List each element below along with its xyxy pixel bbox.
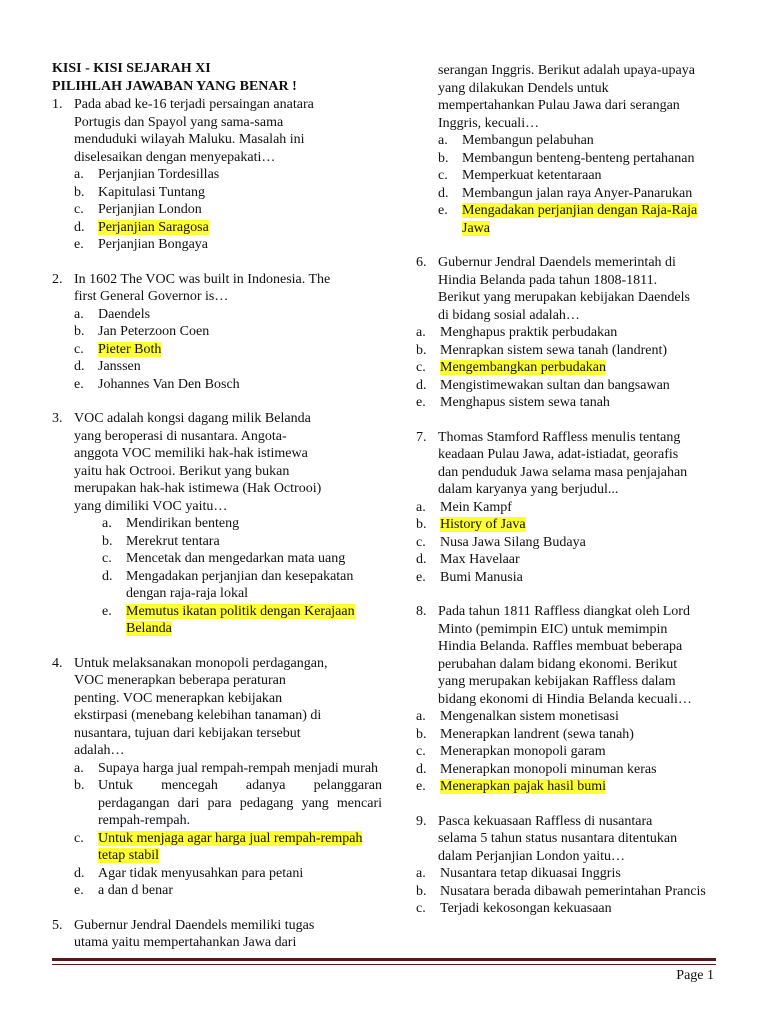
option-e-answer: e. Menerapkan pajak hasil bumi [416,779,607,794]
question-text: serangan Inggris. Berikut adalah upaya-upaya yang dilakukan Dendels untuk mempertahankan Pulau Jawa dari serangan Inggris, kecuali… [438,63,695,131]
question-text: In 1602 The VOC was built in Indonesia. The first General Governor is… [74,271,331,304]
option-e: e. Bumi Manusia [416,569,523,585]
option-c-answer: c. Untuk menjaga agar harga jual rempah-rempah tetap stabil [74,830,363,863]
footer-rule-thin [52,964,716,965]
option-b: b. Untuk mencegah adanya pelanggaran perdagangan dari para pedagang yang mencari rempah-rempah. [74,778,382,828]
option-e-answer: e. Memutus ikatan politik dengan Kerajaan Belanda [102,603,355,636]
option-b: b. Nusatara berada dibawah pemerintahan Prancis [416,883,706,899]
option-a: a. Mendirikan benteng [102,516,240,531]
option-e: e. Menghapus sistem sewa tanah [416,395,610,410]
question-number: 3. [52,411,63,426]
instruction: PILIHLAH JAWABAN YANG BENAR ! [52,79,297,94]
option-c: c. Perjanjian London [74,202,202,217]
option-c-answer: c. Pieter Both [74,341,162,357]
question-9 [416,813,716,918]
option-a: a. Mein Kampf [416,499,512,515]
question-3 [52,410,382,638]
page-number: Page 1 [676,968,714,983]
question-text: Untuk melaksanakan monopoli perdagangan, VOC menerapkan beberapa peraturan penting. VOC menerapkan kebijakan ekstirpasi (menebang kelebihan tanaman) di nusantara, tujuan dari kebijakan tersebut adalah… [74,655,328,758]
question-number: 9. [416,813,427,829]
option-c: c. Memperkuat ketentaraan [438,168,602,183]
option-c: c. Nusa Jawa Silang Budaya [416,534,586,550]
option-b: b. Menerapkan landrent (sewa tanah) [416,726,634,742]
option-d: d. Max Havelaar [416,552,520,567]
option-d: d. Membangun jalan raya Anyer-Panarukan [438,185,693,201]
option-e: e. a dan d benar [74,883,174,898]
question-4 [52,655,382,900]
option-e-answer: e. Mengadakan perjanjian dengan Raja-Raja Jawa [438,203,698,236]
option-c: c. Mencetak dan mengedarkan mata uang [102,551,346,566]
option-b-answer: b. History of Java [416,517,526,532]
option-c: c. Menerapkan monopoli garam [416,744,606,759]
option-c-answer: c. Mengembangkan perbudakan [416,360,606,375]
question-number: 8. [416,604,427,619]
option-a: a. Daendels [74,306,151,322]
question-text: Pasca kekuasaan Raffless di nusantara selama 5 tahun status nusantara ditentukan dalam Perjanjian London yaitu… [438,813,678,864]
option-d-answer: d. Perjanjian Saragosa [74,219,209,235]
document-title: KISI - KISI SEJARAH XI [52,61,211,76]
option-b: b. Merekrut tentara [102,533,220,549]
question-text: VOC adalah kongsi dagang milik Belanda yang beroperasi di nusantara. Angota- anggota VOC memiliki hak-hak istimewa yaitu hak Octrooi. Berikut yang bukan merupakan hak-hak istimewa (Hak Octrooi) yang dimiliki VOC yaitu… [74,411,322,514]
left-column [52,60,382,952]
option-b: b. Menrapkan sistem sewa tanah (landrent) [416,342,668,358]
question-number: 5. [52,917,63,933]
option-d: d. Mengadakan perjanjian dan kesepakatan dengan raja-raja lokal [102,568,354,601]
question-8 [416,603,716,796]
question-number: 4. [52,655,63,671]
option-e: e. Johannes Van Den Bosch [74,376,240,392]
option-a: a. Membangun pelabuhan [438,133,594,148]
option-a: a. Perjanjian Tordesillas [74,167,220,182]
option-d: d. Agar tidak menyusahkan para petani [74,865,304,881]
question-number: 2. [52,271,63,287]
question-text: Pada tahun 1811 Raffless diangkat oleh Lord Minto (pemimpin EIC) untuk memimpin Hindia Belanda. Raffles membuat beberapa perubahan dalam bidang ekonomi. Berikut yang merupakan kebijakan Raffless dalam bidang ekonomi di Hindia Belanda kecuali… [438,604,692,707]
option-a: a. Menghapus praktik perbudakan [416,325,618,340]
footer-rule-thick [52,958,716,961]
option-b: b. Membangun benteng-benteng pertahanan [438,150,695,166]
option-a: a. Supaya harga jual rempah-rempah menjadi murah [74,760,379,776]
question-number: 1. [52,97,63,112]
option-a: a. Mengenalkan sistem monetisasi [416,709,619,724]
question-7 [416,429,716,587]
question-text: Pada abad ke-16 terjadi persaingan anatara Portugis dan Spayol yang sama-sama menduduki wilayah Maluku. Masalah ini diselesaikan dengan menyepakati… [74,97,314,165]
question-1 [52,96,382,254]
option-c: c. Terjadi kekosongan kekuasaan [416,901,612,916]
option-b: b. Jan Peterzoon Coen [74,324,210,339]
option-d: d. Janssen [74,359,141,374]
option-a: a. Nusantara tetap dikuasai Inggris [416,866,621,881]
question-number: 6. [416,255,427,270]
question-5-continued [416,62,716,237]
question-2 [52,271,382,394]
right-column [416,62,716,918]
option-e: e. Perjanjian Bongaya [74,237,209,252]
question-6 [416,254,716,412]
question-text: Gubernur Jendral Daendels memerintah di Hindia Belanda pada tahun 1808-1811. Berikut yang merupakan kebijakan Daendels di bidang sosial adalah… [438,255,690,323]
question-text: Gubernur Jendral Daendels memiliki tugas utama yaitu mempertahankan Jawa dari [74,917,315,950]
question-number: 7. [416,429,427,445]
option-d: d. Menerapkan monopoli minuman keras [416,761,657,777]
question-5 [52,917,382,952]
question-text: Thomas Stamford Raffless menulis tentang keadaan Pulau Jawa, adat-istiadat, georafis dan penduduk Jawa selama masa penjajahan dalam karyanya yang berjudul... [438,429,688,497]
option-d: d. Mengistimewakan sultan dan bangsawan [416,377,670,393]
option-b: b. Kapitulasi Tuntang [74,184,205,200]
